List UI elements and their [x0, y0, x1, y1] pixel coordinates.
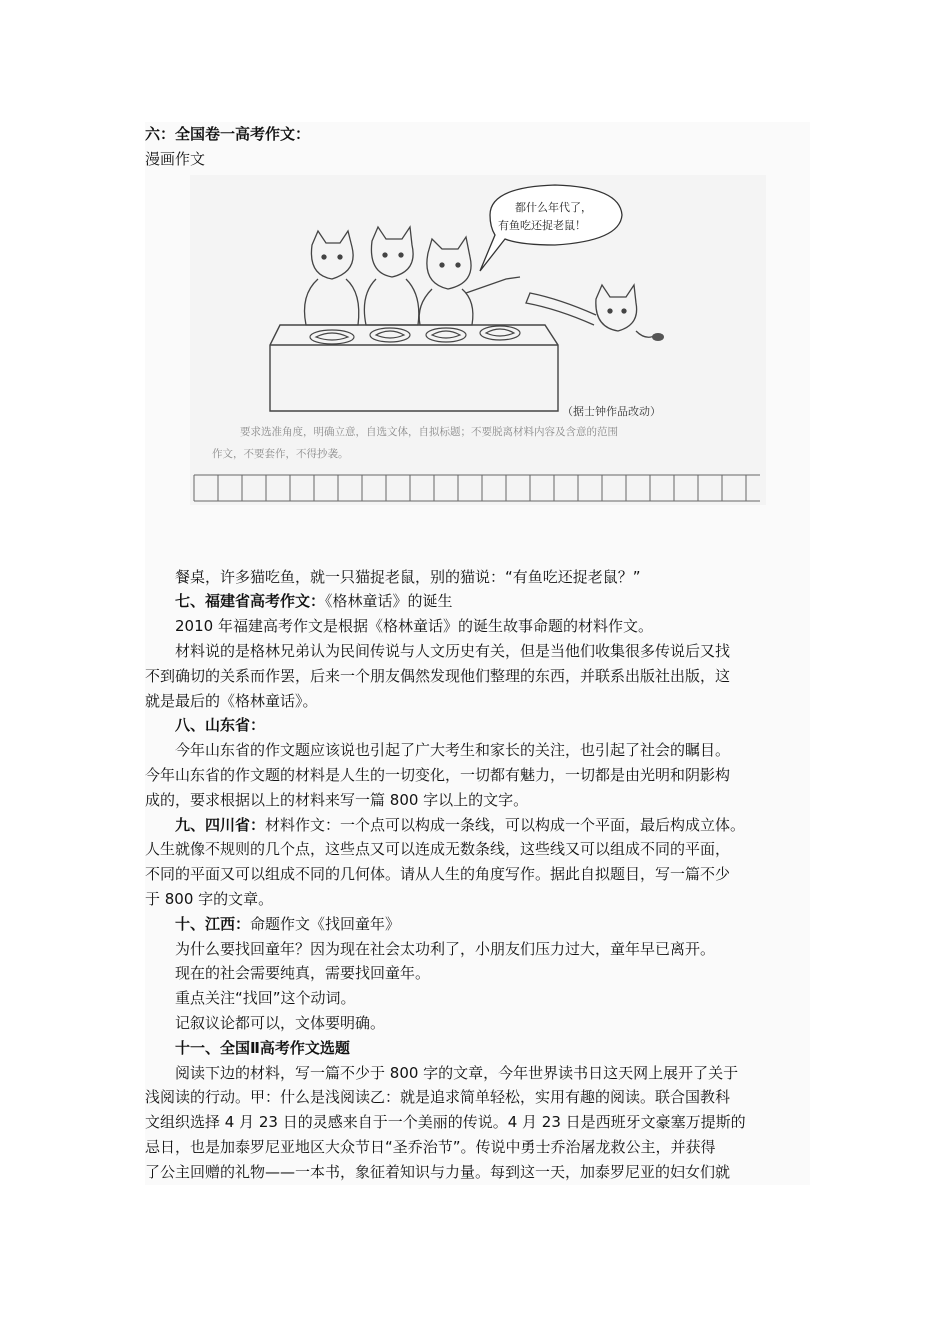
- section-9-heading-line: [145, 813, 810, 838]
- document-page: [145, 122, 810, 1185]
- section-11-heading: 十一、全国Ⅱ高考作文选题: [175, 1038, 350, 1057]
- section-11-line: 阅读下边的材料，写一篇不少于 800 字的文章，今年世界读书日这天网上展开了关于: [175, 1063, 739, 1082]
- section-9-line: 于 800 字的文章。: [145, 889, 274, 908]
- section-7-paragraph-1: 2010 年福建高考作文是根据《格林童话》的诞生故事命题的材料作文。: [175, 617, 653, 636]
- section-11-line: 忌日，也是加泰罗尼亚地区大众节日“圣乔治节”。传说中勇士乔治屠龙救公主，并获得: [145, 1137, 716, 1156]
- section-6-description: 餐桌，许多猫吃鱼，就一只猫捉老鼠，别的猫说：“有鱼吃还捉老鼠？”: [175, 567, 641, 586]
- section-10-line: 为什么要找回童年？因为现在社会太功利了，小朋友们压力过大，童年早已离开。: [175, 939, 716, 958]
- cartoon-image: [190, 175, 766, 505]
- bubble-line-1: 都什么年代了，: [515, 200, 592, 214]
- section-11-line: 了公主回赠的礼物——一本书，象征着知识与力量。每到这一天，加泰罗尼亚的妇女们就: [145, 1162, 731, 1181]
- section-7-heading: 七、福建省高考作文：: [175, 592, 326, 611]
- section-9-line: 不同的平面又可以组成不同的几何体。请从人生的角度写作。据此自拟题目，写一篇不少: [145, 865, 731, 884]
- section-10-heading-line: [145, 912, 810, 937]
- cartoon-drawing: [190, 175, 766, 505]
- section-8-line: 今年山东省的作文题的材料是人生的一切变化，一切都有魅力，一切都是由光明和阴影构: [145, 765, 731, 784]
- section-8-line: 今年山东省的作文题应该说也引起了广大考生和家长的关注，也引起了社会的瞩目。: [175, 741, 731, 760]
- section-9-heading: 九、四川省：: [175, 815, 266, 834]
- bubble-line-2: 有鱼吃还捉老鼠！: [498, 218, 586, 232]
- cartoon-requirement-line-1: 要求选准角度，明确立意，自选文体，自拟标题；不要脱离材料内容及含意的范围: [240, 425, 618, 438]
- section-10-line: 记叙议论都可以，文体要明确。: [175, 1013, 386, 1032]
- mouse: [652, 333, 664, 341]
- cartoon-requirement-line-2: 作文，不要套作，不得抄袭。: [212, 447, 349, 460]
- section-8-line: 成的，要求根据以上的材料来写一篇 800 字以上的文字。: [145, 790, 529, 809]
- section-7-line: 材料说的是格林兄弟认为民间传说与人文历史有关，但是当他们收集很多传说后又找: [175, 641, 731, 660]
- section-10-line: 重点关注“找回”这个动词。: [175, 989, 356, 1008]
- section-7-line: 不到确切的关系而作罢，后来一个朋友偶然发现他们整理的东西，并联系出版社出版，这: [145, 666, 731, 685]
- section-8-heading: 八、山东省：: [175, 716, 266, 735]
- section-7-heading-line: [145, 589, 810, 614]
- section-9-heading-rest: 材料作文：一个点可以构成一条线，可以构成一个平面，最后构成立体。: [265, 815, 746, 834]
- section-10-line: 现在的社会需要纯真，需要找回童年。: [175, 964, 431, 983]
- section-6-heading: 六：全国卷一高考作文：: [145, 125, 311, 143]
- section-11-line: 文组织选择 4 月 23 日的灵感来自于一个美丽的传说。4 月 23 日是西班牙文豪塞万提斯的: [145, 1113, 746, 1132]
- section-9-line: 人生就像不规则的几个点，这些点又可以连成无数条线，这些线又可以组成不同的平面，: [145, 840, 731, 859]
- section-7-line: 就是最后的《格林童话》。: [145, 691, 318, 710]
- section-10-heading-rest: 命题作文《找回童年》: [250, 914, 401, 933]
- section-7-heading-rest: 《格林童话》的诞生: [325, 592, 453, 611]
- section-10-heading: 十、江西：: [175, 914, 251, 933]
- section-6-subtitle: 漫画作文: [145, 149, 206, 168]
- section-11-line: 浅阅读的行动。甲：什么是浅阅读乙：就是追求简单轻松，实用有趣的阅读。联合国教科: [145, 1088, 731, 1107]
- cartoon-credit: （据士钟作品改动）: [562, 404, 661, 418]
